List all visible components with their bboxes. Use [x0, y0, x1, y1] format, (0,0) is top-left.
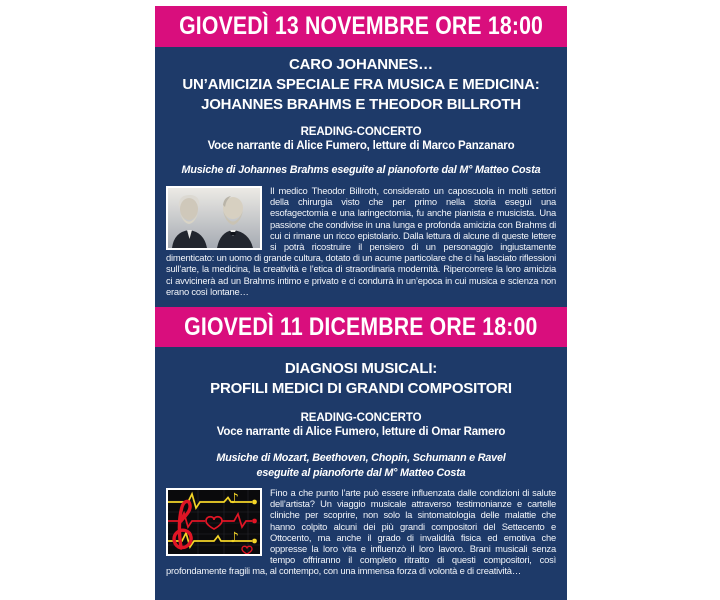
brahms-billroth-photo-art: [168, 188, 260, 248]
event-date-text: GIOVEDÌ 13 NOVEMBRE ORE 18:00: [179, 12, 543, 40]
event-narrators: Voce narrante di Alice Fumero, letture di Marco Panzanaro: [207, 140, 515, 152]
event-description-text: Il medico Theodor Billroth, considerato un caposcuola in molti settori della chirurgia visto che per primo nella storia eseguì una esofagectomia e una laringectomia, fu anche pianista e musicista. Una passione che condivise in una lunga e profonda amicizia con Brahms di cui ci rimane un ricco epistolario. Dalla lettura di alcune di queste lettere si potrà ricostruire il pensiero di un personaggio ingiustamente dimenticato: un uomo di grande cultura, dotato di un acume particolare che ci ha lasciato riflessioni sull’arte, la medicina, la creatività e l’etica di straordinaria modernità. Ripercorrere la loro amicizia ci avvicinerà ad un Brahms intimo e privato e ci condurrà in un’epoca in cui musica e scienza non erano così lontane…: [166, 185, 556, 297]
music-credit-line: Musiche di Mozart, Beethoven, Chopin, Schumann e Ravel: [216, 452, 506, 464]
event-date-text: GIOVEDÌ 11 DICEMBRE ORE 18:00: [184, 312, 538, 341]
title-line: CARO JOHANNES…: [289, 56, 433, 73]
title-line: UN’AMICIZIA SPECIALE FRA MUSICA E MEDICINA:: [182, 76, 540, 93]
event-title-december: [155, 359, 567, 399]
svg-text:♪: ♪: [230, 530, 239, 546]
event-description-december: [166, 487, 556, 577]
event-title-november: [155, 55, 567, 115]
event-format-label: READING-CONCERTO: [300, 412, 422, 424]
event-section-november: [155, 6, 567, 307]
title-line: PROFILI MEDICI DI GRANDI COMPOSITORI: [210, 380, 512, 397]
concert-poster: [155, 6, 567, 600]
brahms-billroth-photo: [166, 186, 262, 250]
event-music-credit: [155, 451, 567, 481]
music-credit-line: eseguite al pianoforte dal M° Matteo Costa: [256, 467, 466, 479]
title-line: JOHANNES BRAHMS E THEODOR BILLROTH: [201, 96, 521, 113]
event-format-label: READING-CONCERTO: [300, 126, 422, 138]
event-music-credit: [155, 163, 567, 178]
event-description-text: Fino a che punto l’arte può essere influenzata dalle condizioni di salute dell’artista? Un viaggio musicale attraverso testimonianze e cartelle cliniche per scoprire, non solo la sintomatologia delle malattie che hanno colpito alcuni dei più grandi compositori del Settecento e Ottocento, ma anche il grado di invalidità fisica ed emotiva che oppresse la loro vita e influenzò il loro lavoro. Brani musicali senza tempo offriranno il completo ritratto di questi compositori, così profondamente fragili ma, al contempo, con una immensa forza di volontà e di creatività…: [166, 487, 556, 577]
event-section-december: [155, 307, 567, 600]
ecg-music-art: [168, 490, 260, 554]
event-date-banner-november: [155, 6, 567, 47]
event-description-november: [166, 185, 556, 297]
svg-text:♪: ♪: [230, 491, 239, 507]
event-date-banner-december: [155, 307, 567, 347]
music-credit-line: Musiche di Johannes Brahms eseguite al pianoforte dal M° Matteo Costa: [181, 164, 541, 176]
title-line: DIAGNOSI MUSICALI:: [284, 360, 438, 377]
event-narrators: Voce narrante di Alice Fumero, letture di Omar Ramero: [216, 426, 506, 438]
ecg-music-illustration: [166, 488, 262, 556]
